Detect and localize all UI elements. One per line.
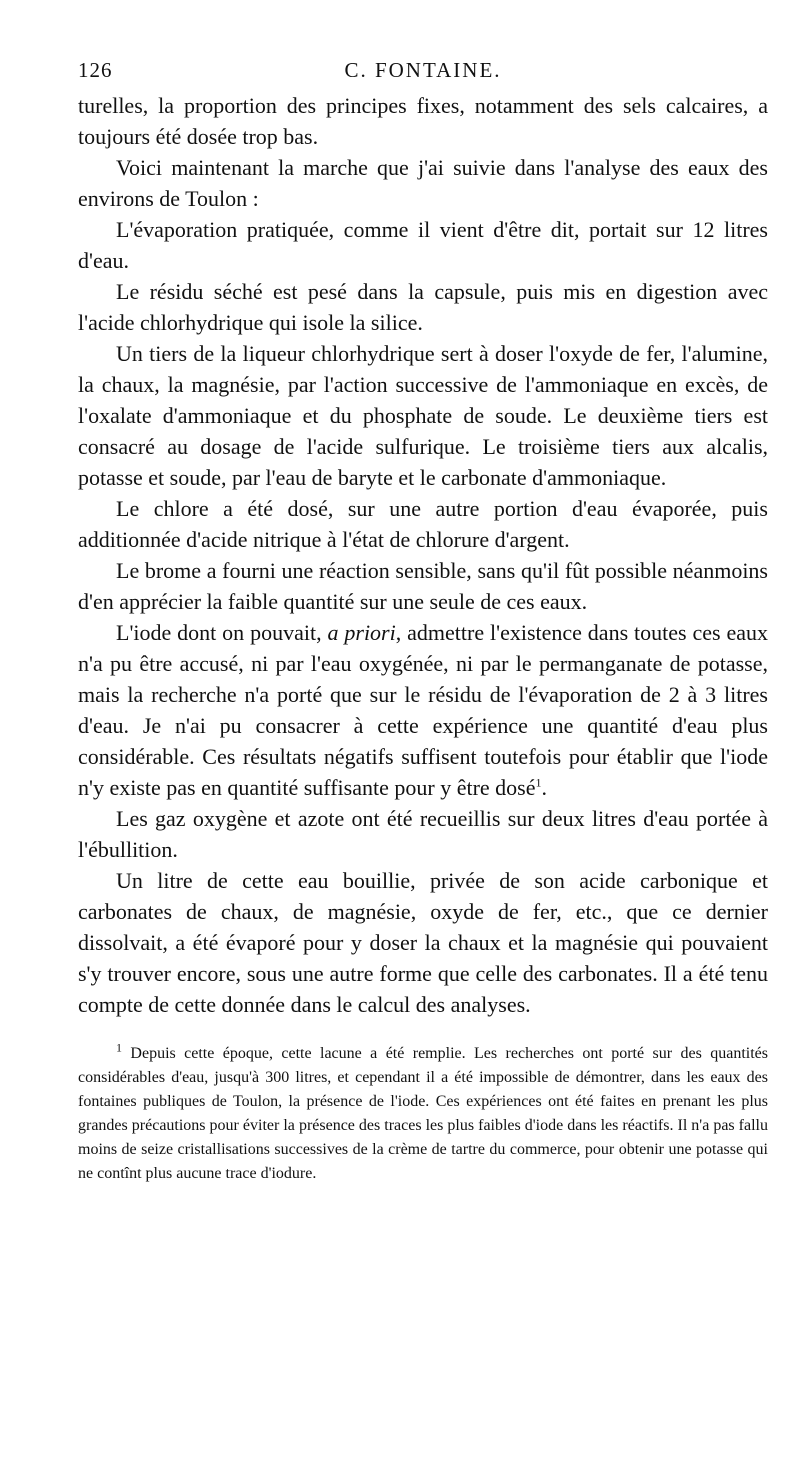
paragraph: L'évaporation pratiquée, comme il vient d'être dit, portait sur 12 litres d'eau. — [78, 217, 768, 273]
footnote — [78, 1042, 768, 1186]
text-run: , admettre l'existence dans toutes ces eaux n'a pu être accusé, ni par l'eau oxygénée, ni par le permanganate de potasse, mais la recherche n'a porté que sur le résidu de l'évaporation de 2 à 3 litres d'eau. Je n'ai pu consacrer à cette expérience une quantité d'eau plus considérable. Ces résultats négatifs suffisent toutefois pour établir que l'iode n'y existe pas en quantité suffisante pour y être dosé — [78, 620, 768, 800]
paragraph: Un litre de cette eau bouillie, privée de son acide carbonique et carbonates de chaux, de magnésie, oxyde de fer, etc., que ce dernier dissolvait, a été évaporé pour y doser la chaux et la magnésie qui pouvaient s'y trouver encore, sous une autre forme que celle des carbonates. Il a été tenu compte de cette donnée dans le calcul des analyses. — [78, 868, 768, 1017]
italic-term: a priori — [327, 620, 396, 645]
footnote-reference: 1 — [535, 775, 542, 790]
paragraph-iode — [78, 617, 768, 803]
paragraph: Voici maintenant la marche que j'ai suivie dans l'analyse des eaux des environs de Toulon : — [78, 155, 768, 211]
text-run: L'iode dont on pouvait, — [116, 620, 328, 645]
paragraph: Les gaz oxygène et azote ont été recueillis sur deux litres d'eau portée à l'ébullition. — [78, 806, 768, 862]
footnotes — [78, 1042, 768, 1186]
body-text — [78, 90, 768, 1020]
paragraph: Le brome a fourni une réaction sensible, sans qu'il fût possible néanmoins d'en apprécier la faible quantité sur une seule de ces eaux. — [78, 558, 768, 614]
running-head-author: C. FONTAINE. — [344, 58, 502, 82]
paragraph: turelles, la proportion des principes fixes, notamment des sels calcaires, a toujours été dosée trop bas. — [78, 93, 768, 149]
footnote-mark: 1 — [116, 1040, 122, 1055]
page-number: 126 — [78, 58, 113, 82]
paragraph: Le chlore a été dosé, sur une autre portion d'eau évaporée, puis additionnée d'acide nitrique à l'état de chlorure d'argent. — [78, 496, 768, 552]
book-page — [78, 58, 768, 1186]
footnote-text: Depuis cette époque, cette lacune a été remplie. Les recherches ont porté sur des quantités considérables d'eau, jusqu'à 300 litres, et cependant il a été impossible de démontrer, dans les eaux des fontaines publiques de Toulon, la présence de l'iode. Ces expériences ont été faites en prenant les plus grandes précautions pour éviter la présence des traces les plus faibles d'iode dans les réactifs. Il n'a pas fallu moins de seize cristallisations successives de la crème de tartre du commerce, pour obtenir une potasse qui ne contînt plus aucune trace d'iodure. — [78, 1045, 768, 1182]
running-head — [78, 58, 768, 88]
paragraph: Le résidu séché est pesé dans la capsule, puis mis en digestion avec l'acide chlorhydrique qui isole la silice. — [78, 279, 768, 335]
paragraph: Un tiers de la liqueur chlorhydrique sert à doser l'oxyde de fer, l'alumine, la chaux, la magnésie, par l'action successive de l'ammoniaque en excès, de l'oxalate d'ammoniaque et du phosphate de soude. Le deuxième tiers est consacré au dosage de l'acide sulfurique. Le troisième tiers aux alcalis, potasse et soude, par l'eau de baryte et le carbonate d'ammoniaque. — [78, 341, 768, 490]
text-run: . — [541, 775, 547, 800]
